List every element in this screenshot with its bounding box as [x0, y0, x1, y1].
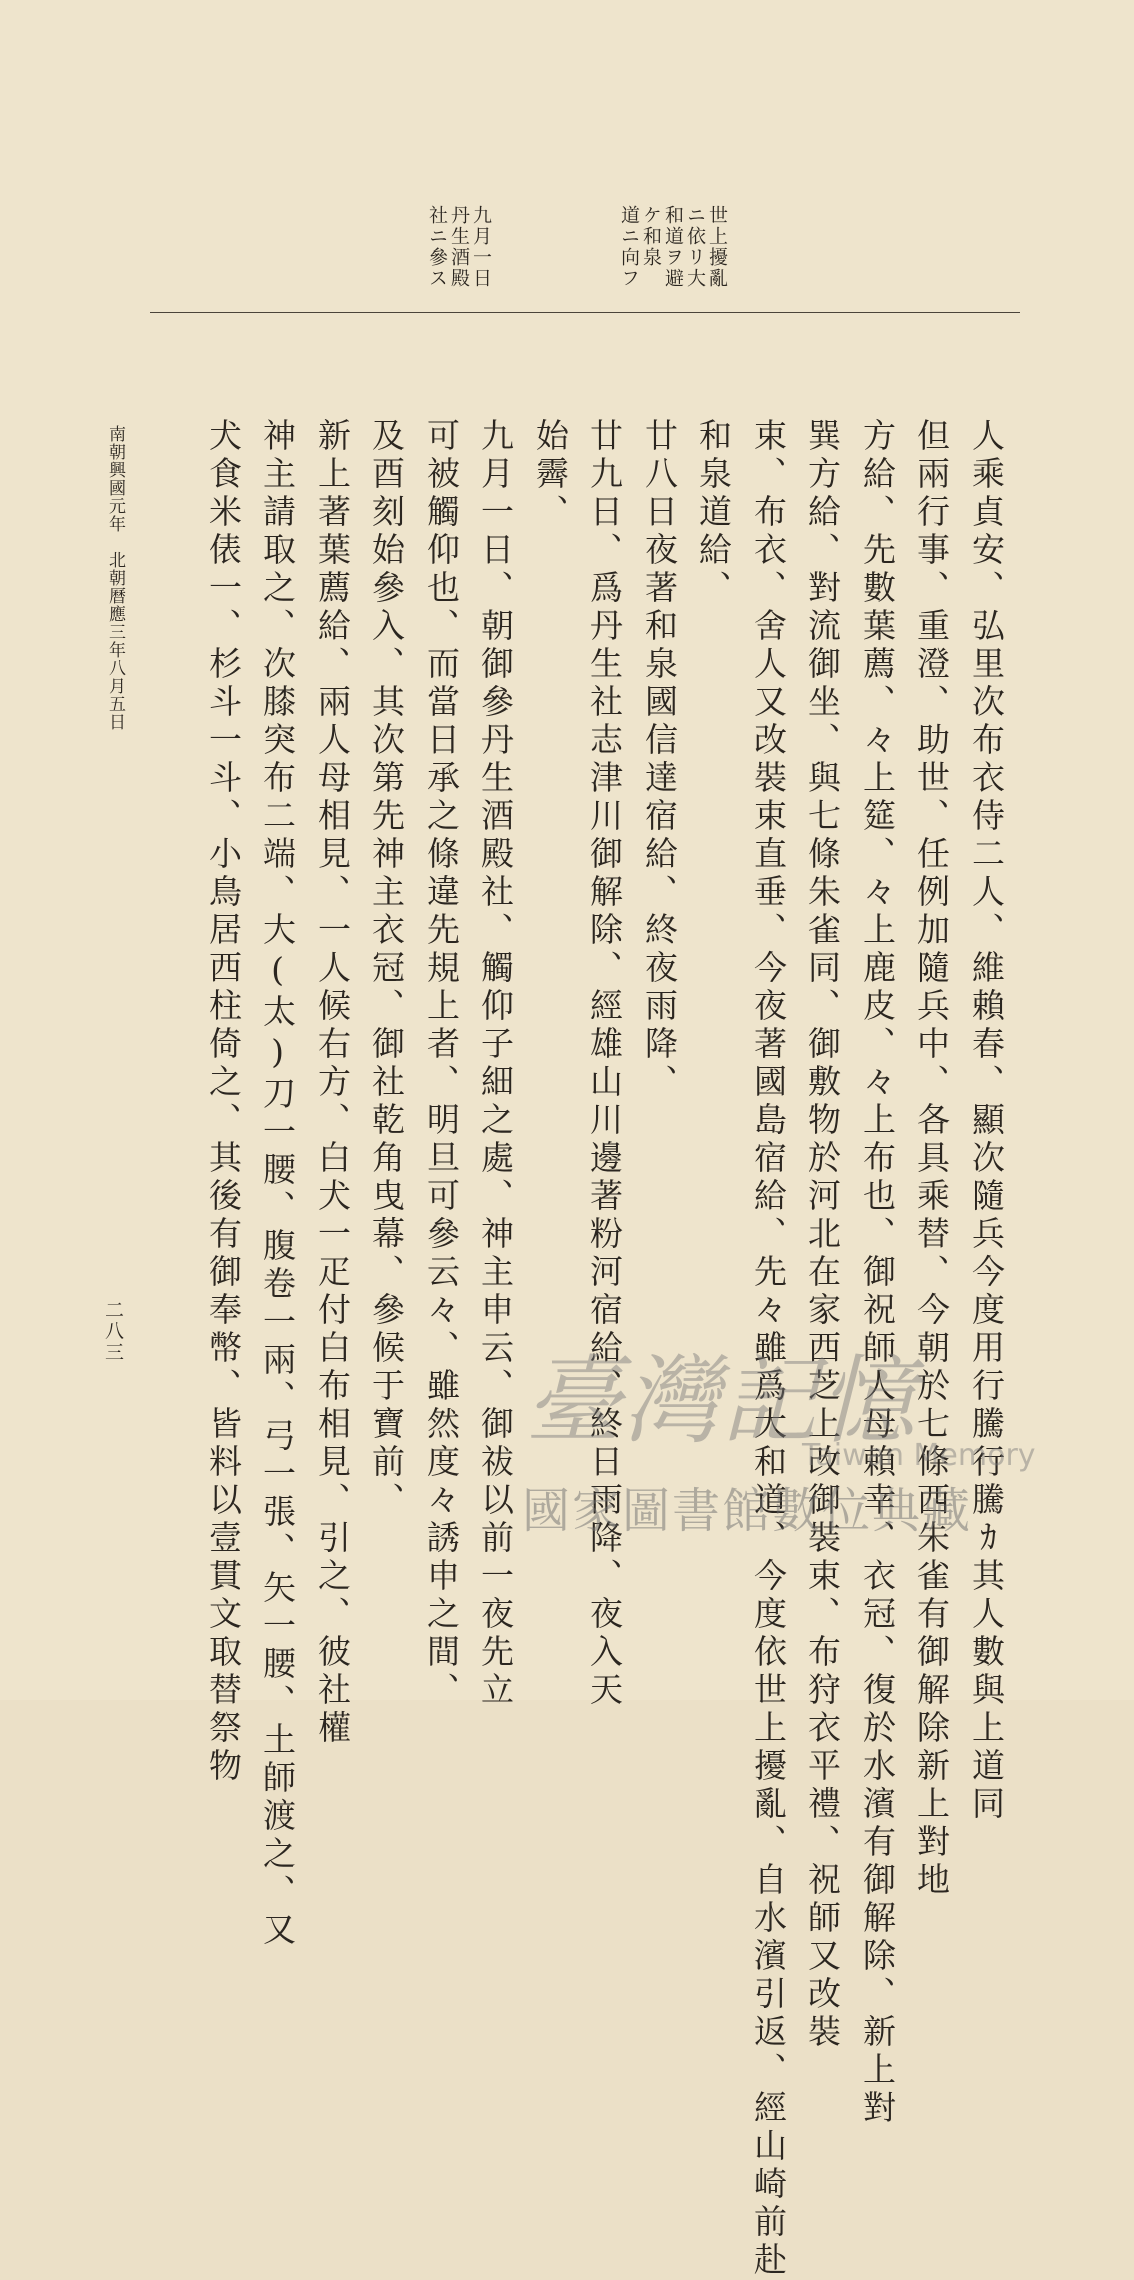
margin-note-left-col-1: 九月一日 [470, 205, 492, 289]
text-column-8: 廿九日、爲丹生社志津川御解除、經雄山川邊著粉河宿給、終日雨降、夜入天 [585, 418, 624, 1710]
text-column-10: 九月一日、朝御參丹生酒殿社、觸仰子細之處、神主申云、御祓以前一夜先立 [476, 418, 515, 1710]
text-column-2: 但兩行事、重澄、助世、任例加隨兵中、各具乘替、今朝於七條西朱雀有御解除新上對地 [912, 418, 951, 1900]
text-column-14: 神主請取之、次膝突布二端、大(太)刀一腰、腹卷一兩、弓一張、矢一腰、土師渡之、又 [258, 418, 297, 1950]
text-column-1: 人乘貞安、弘里次布衣侍二人、維賴春、顯次隨兵今度用行騰行騰ｶ其人數與上道同 [967, 418, 1006, 1824]
watermark-calligraphy: 臺灣記憶 [525, 1345, 917, 1457]
margin-note-right-col-1: 世上擾亂 [706, 205, 728, 289]
text-column-12: 及酉刻始參入、其次第先神主衣冠、御社乾角曳幕、參候于寶前、 [367, 418, 406, 1520]
margin-note-right-col-2: ニ依リ大 [684, 205, 706, 289]
header-rule [150, 312, 1020, 313]
text-column-11: 可被觸仰也、而當日承之條違先規上者、明旦可參云々、雖然度々誘申之間、 [422, 418, 461, 1710]
text-column-7: 廿八日夜著和泉國信達宿給、終夜雨降、 [640, 418, 679, 1102]
chronology-running-head: 南朝興國元年 北朝曆應三年八月五日 [105, 425, 125, 731]
watermark-english: Taiwan Memory [802, 1438, 1036, 1473]
text-column-13: 新上著葉薦給、兩人母相見、一人候右方、白犬一疋付白布相見、引之、彼社權 [313, 418, 352, 1748]
text-column-5: 束、布衣、舍人又改裝束直垂、今夜著國島宿給、先々雖爲大和道、今度依世上擾亂、自水濱引返、經山崎前赴 [749, 418, 788, 2280]
watermark-organization: 國家圖書館數位典藏 [522, 1483, 973, 1539]
text-column-4: 巽方給、對流御坐、與七條朱雀同、御敷物於河北在家西芝上改御裝束、布狩衣平禮、祝師又改裝 [803, 418, 842, 2052]
margin-note-left-col-3: 社ニ參ス [426, 205, 448, 289]
margin-note-left-col-2: 丹生酒殿 [448, 205, 470, 289]
text-column-6: 和泉道給、 [694, 418, 733, 608]
margin-note-right-col-5: 道ニ向フ [618, 205, 640, 289]
page-number: 二八三 [102, 1300, 124, 1363]
text-column-9: 始霽、 [531, 418, 570, 532]
text-column-15: 犬食米俵一、杉斗一斗、小鳥居西柱倚之、其後有御奉幣、皆料以壹貫文取替祭物 [204, 418, 243, 1786]
margin-note-right-col-4: ケ和泉 [640, 205, 662, 268]
text-column-3: 方給、先數葉薦、々上筵、々上鹿皮、々上布也、御祝師人母賴幸、衣冠、復於水濱有御解除、新上對 [858, 418, 897, 2128]
margin-note-right-col-3: 和道ヲ避 [662, 205, 684, 289]
